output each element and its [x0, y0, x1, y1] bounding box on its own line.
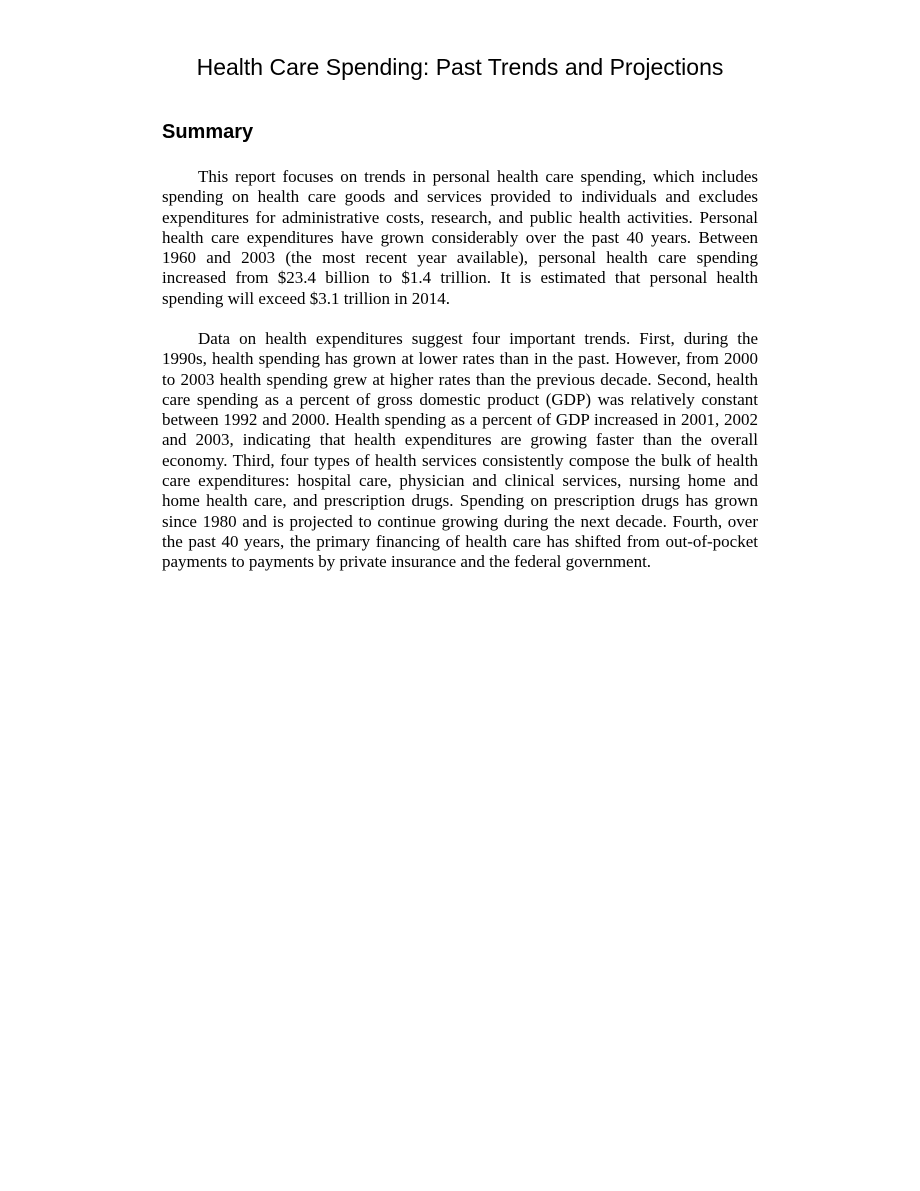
summary-heading: Summary [162, 121, 254, 143]
summary-paragraph-1: This report focuses on trends in personal health care spending, which includes spending on health care goods and services provided to individuals and excludes expenditures for administrative costs, research, and public health activities. Personal health care expenditures have grown considerably over the past 40 years. Between 1960 and 2003 (the most recent year available), personal health care spending increased from $23.4 billion to $1.4 trillion. It is estimated that personal health spending will exceed $3.1 trillion in 2014. [162, 167, 758, 308]
summary-paragraph-2: Data on health expenditures suggest four important trends. First, during the 1990s, health spending has grown at lower rates than in the past. However, from 2000 to 2003 health spending grew at higher rates than the previous decade. Second, health care spending as a percent of gross domestic product (GDP) was relatively constant between 1992 and 2000. Health spending as a percent of GDP increased in 2001, 2002 and 2003, indicating that health expenditures are growing faster than the overall economy. Third, four types of health services consistently compose the bulk of health care expenditures: hospital care, physician and clinical services, nursing home and home health care, and prescription drugs. Spending on prescription drugs has grown since 1980 and is projected to continue growing during the next decade. Fourth, over the past 40 years, the primary financing of health care has shifted from out-of-pocket payments to payments by private insurance and the federal government. [162, 329, 758, 572]
document-title: Health Care Spending: Past Trends and Projections [196, 54, 724, 80]
